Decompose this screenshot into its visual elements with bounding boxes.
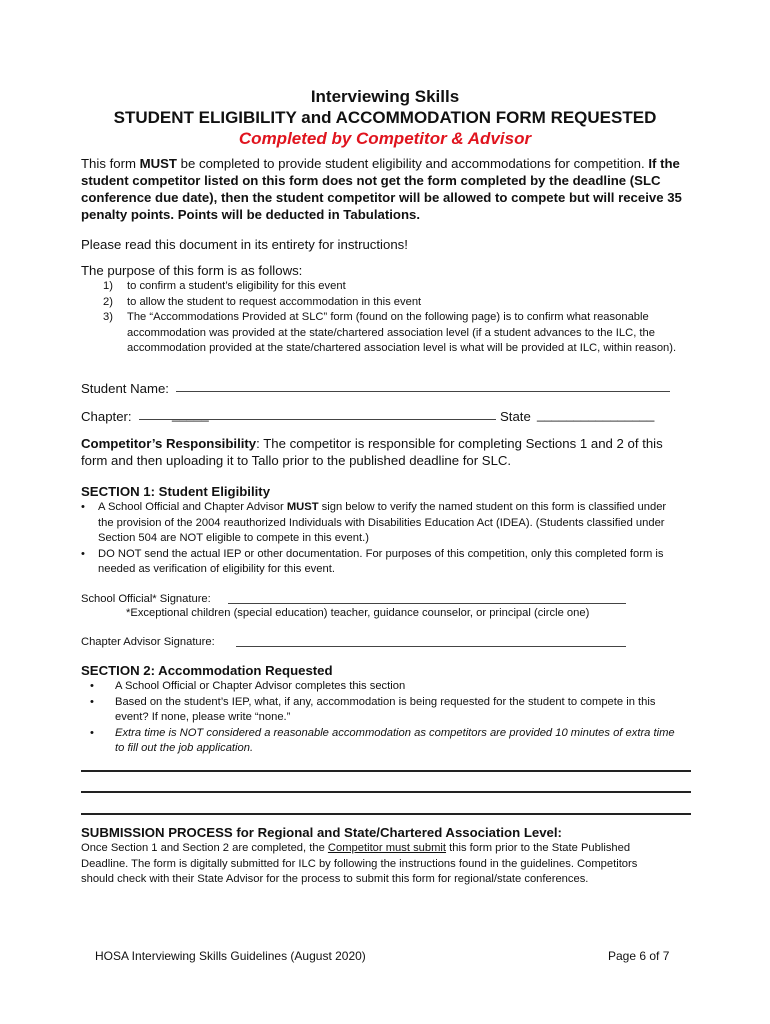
title-completed-by: Completed by Competitor & Advisor xyxy=(238,129,532,148)
read-instructions: Please read this document in its entirety for instructions! xyxy=(81,237,408,252)
section1-bullets xyxy=(81,500,681,578)
chapter-label: Chapter: xyxy=(81,409,132,424)
intro-paragraph xyxy=(81,155,691,223)
list-item xyxy=(81,310,681,357)
section1-b1-b: sign below to verify the named student on this form is classified under the provision of the 2004 reauthorized Individuals with Disabilities Education Act (IDEA). (Students classified under Section 504 are NOT eligible to compete in this event.) xyxy=(98,501,667,544)
accommodation-answer-line-1[interactable] xyxy=(81,770,691,772)
submission-text xyxy=(81,841,641,888)
state-label: State xyxy=(500,409,531,424)
section1-heading-text: SECTION 1: Student Eligibility xyxy=(81,484,271,499)
accommodation-answer-line-2[interactable] xyxy=(81,791,691,793)
responsibility-label: Competitor’s Responsibility xyxy=(81,436,257,451)
section1-b1-a: A School Official and Chapter Advisor xyxy=(98,501,287,513)
list-number: 1) xyxy=(103,280,113,292)
title-block xyxy=(0,86,770,149)
list-text: The “Accommodations Provided at SLC” form (found on the following page) is to confirm what reasonable accommodation was provided at the state/chartered association level (if a student advances to the ILC, the accommodation provided at the state/chartered association level is what will be provided at ILC, within reason). xyxy=(127,311,677,354)
school-official-signature-label: School Official* Signature: xyxy=(81,593,211,605)
submission-heading-text: SUBMISSION PROCESS for Regional and State/Chartered Association Level: xyxy=(81,825,562,840)
submission-text-underlined: Competitor must submit xyxy=(327,842,447,854)
chapter-blank: _____ xyxy=(172,407,209,422)
purpose-intro: The purpose of this form is as follows: xyxy=(81,263,303,278)
section2-heading xyxy=(81,662,691,679)
list-item xyxy=(81,279,681,295)
section2-b1: A School Official or Chapter Advisor completes this section xyxy=(115,680,406,692)
intro-must: MUST xyxy=(139,156,177,171)
list-item xyxy=(81,500,681,547)
intro-text-b: be completed to provide student eligibility and accommodations for competition. xyxy=(177,156,645,171)
school-official-signature-line[interactable] xyxy=(228,603,626,604)
submission-heading xyxy=(81,824,691,841)
competitor-responsibility xyxy=(81,435,681,469)
bullet-icon: • xyxy=(90,726,94,739)
section1-heading xyxy=(81,483,691,500)
section1-must: MUST xyxy=(286,501,319,513)
responsibility-text: : The competitor is responsible for completing Sections 1 and 2 of this form and then uploading it to Tallo prior to the published deadline for SLC. xyxy=(81,436,663,468)
list-item xyxy=(81,295,681,311)
title-event: Interviewing Skills xyxy=(310,87,460,106)
section2-bullets xyxy=(81,679,681,757)
chapter-advisor-signature-line[interactable] xyxy=(236,646,626,647)
student-name-label: Student Name: xyxy=(81,381,169,396)
bullet-icon: • xyxy=(81,547,85,560)
submission-text-a: Once Section 1 and Section 2 are completed, the xyxy=(81,842,328,854)
purpose-list xyxy=(81,279,681,357)
list-number: 3) xyxy=(103,311,113,323)
section2-b3: Extra time is NOT considered a reasonable accommodation as competitors are provided 10 minutes of extra time to fill out the job application. xyxy=(115,726,675,754)
bullet-icon: • xyxy=(90,680,94,692)
intro-text-a: This form xyxy=(81,156,140,171)
list-item xyxy=(81,679,681,695)
section1-b2: DO NOT send the actual IEP or other documentation. For purposes of this competition, only this completed form is needed as verification of eligibility for this event. xyxy=(98,547,664,575)
intro-penalty-text: If the student competitor listed on this form does not get the form completed by the deadline (SLC conference due date), then the student competitor will be allowed to compete but will receive 35 penalty points. Points will be deducted in Tabulations. xyxy=(81,156,682,222)
bullet-icon: • xyxy=(81,501,85,513)
list-item xyxy=(81,726,681,757)
section2-b2: Based on the student’s IEP, what, if any, accommodation is being requested for the student to compete in this event? If none, please write “none.” xyxy=(115,695,656,723)
state-blank[interactable]: ________________ xyxy=(537,407,655,422)
accommodation-answer-line-3[interactable] xyxy=(81,813,691,815)
section2-heading-text: SECTION 2: Accommodation Requested xyxy=(81,663,333,678)
footer-guidelines: HOSA Interviewing Skills Guidelines (August 2020) xyxy=(95,949,366,963)
student-name-line[interactable] xyxy=(176,391,670,392)
footer-page-number: Page 6 of 7 xyxy=(608,949,670,963)
school-official-note: *Exceptional children (special education) teacher, guidance counselor, or principal (circle one) xyxy=(126,607,590,619)
list-item xyxy=(81,547,681,578)
chapter-advisor-signature-label: Chapter Advisor Signature: xyxy=(81,636,215,648)
list-item xyxy=(81,695,681,726)
list-text: to allow the student to request accommodation in this event xyxy=(127,295,422,308)
title-form: STUDENT ELIGIBILITY and ACCOMMODATION FORM REQUESTED xyxy=(113,108,657,127)
bullet-icon: • xyxy=(90,695,94,708)
submission-text-b: this form prior to the State Published Deadline. The form is digitally submitted for ILC by following the instructions found in the guidelines. Competitors should check with their State Advisor for the process to submit this form for regional/state conferences. xyxy=(81,842,638,885)
list-text: to confirm a student’s eligibility for this event xyxy=(127,280,346,292)
list-number: 2) xyxy=(103,295,113,308)
